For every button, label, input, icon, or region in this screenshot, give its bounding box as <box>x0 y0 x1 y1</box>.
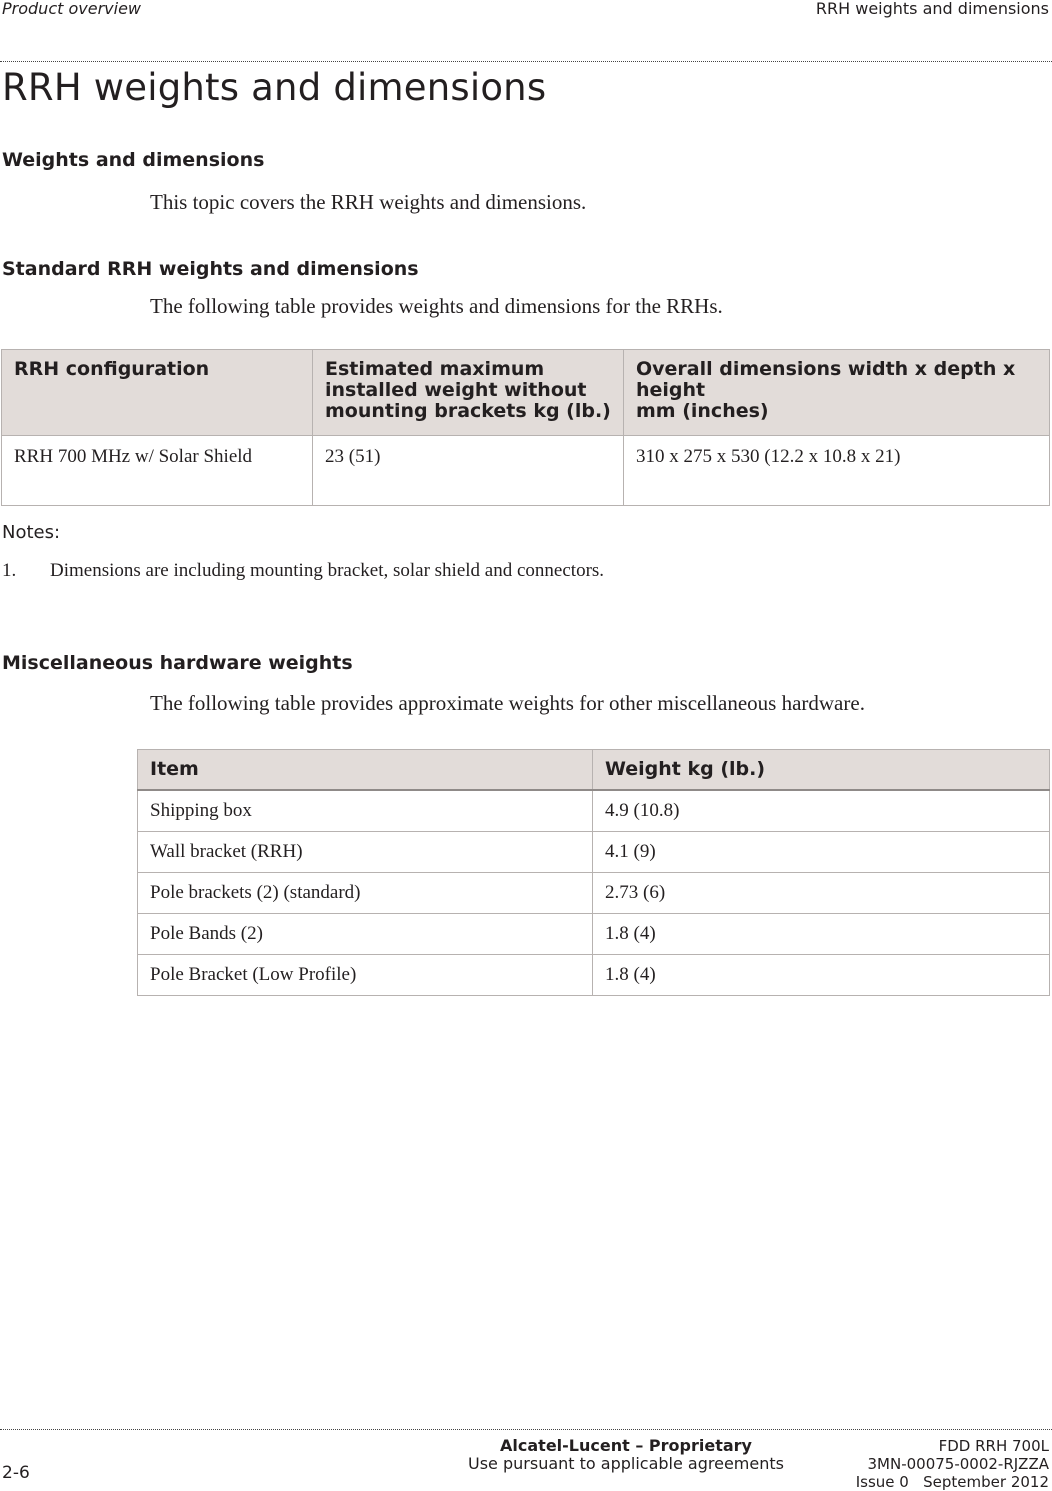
table-cell: 1.8 (4) <box>593 955 1050 996</box>
page-title: RRH weights and dimensions <box>2 66 547 109</box>
table-cell: 1.8 (4) <box>593 914 1050 955</box>
column-header-weight: Estimated maximum installed weight without mounting brackets kg (lb.) <box>313 350 624 436</box>
running-header-chapter: Product overview <box>2 0 141 18</box>
table-row <box>138 790 1050 832</box>
standard-rrh-paragraph: The following table provides weights and dimensions for the RRHs. <box>150 294 723 318</box>
table-cell: 23 (51) <box>313 436 624 506</box>
note-text: Dimensions are including mounting bracket, solar shield and connectors. <box>50 560 605 581</box>
table-header-row <box>138 750 1050 791</box>
heading-weights-and-dimensions: Weights and dimensions <box>2 149 265 171</box>
table-row <box>2 436 1050 506</box>
page-number: 2-6 <box>2 1463 30 1483</box>
footer-agreement-line: Use pursuant to applicable agreements <box>468 1454 784 1473</box>
table-cell: Shipping box <box>138 790 593 832</box>
rrh-dimensions-table <box>1 349 1050 506</box>
table-cell: Pole Bracket (Low Profile) <box>138 955 593 996</box>
footer-issue-date: Issue 0 September 2012 <box>855 1473 1049 1491</box>
misc-hardware-paragraph: The following table provides approximate weights for other miscellaneous hardware. <box>150 691 865 715</box>
table-cell: Pole brackets (2) (standard) <box>138 873 593 914</box>
heading-standard-rrh: Standard RRH weights and dimensions <box>2 258 419 280</box>
footer-product-name: FDD RRH 700L <box>938 1437 1049 1455</box>
table-row <box>138 873 1050 914</box>
footer-proprietary-line: Alcatel-Lucent – Proprietary <box>500 1436 752 1455</box>
table-cell: RRH 700 MHz w/ Solar Shield <box>2 436 313 506</box>
table-cell: 4.9 (10.8) <box>593 790 1050 832</box>
heading-misc-hardware: Miscellaneous hardware weights <box>2 652 353 674</box>
running-header-topic: RRH weights and dimensions <box>815 0 1049 18</box>
column-header-dimensions: Overall dimensions width x depth x height mm (inches) <box>624 350 1050 436</box>
footer-proprietary-notice <box>400 1437 852 1473</box>
intro-paragraph: This topic covers the RRH weights and dimensions. <box>150 190 587 214</box>
column-header-configuration: RRH configuration <box>2 350 313 436</box>
table-row <box>138 914 1050 955</box>
footer-document-number: 3MN-00075-0002-RJZZA <box>867 1455 1049 1473</box>
notes-label: Notes: <box>2 522 61 543</box>
misc-hardware-table <box>137 749 1050 996</box>
footer-document-info <box>856 1437 1049 1491</box>
table-cell: Pole Bands (2) <box>138 914 593 955</box>
table-cell: Wall bracket (RRH) <box>138 832 593 873</box>
footer-divider <box>0 1429 1052 1430</box>
table-header-row <box>2 350 1050 436</box>
column-header-item: Item <box>138 750 593 791</box>
table-cell: 4.1 (9) <box>593 832 1050 873</box>
table-cell: 2.73 (6) <box>593 873 1050 914</box>
header-divider <box>0 61 1052 62</box>
table-row <box>138 832 1050 873</box>
table-row <box>138 955 1050 996</box>
table-cell: 310 x 275 x 530 (12.2 x 10.8 x 21) <box>624 436 1050 506</box>
note-number: 1. <box>2 560 17 581</box>
column-header-weight: Weight kg (lb.) <box>593 750 1050 791</box>
